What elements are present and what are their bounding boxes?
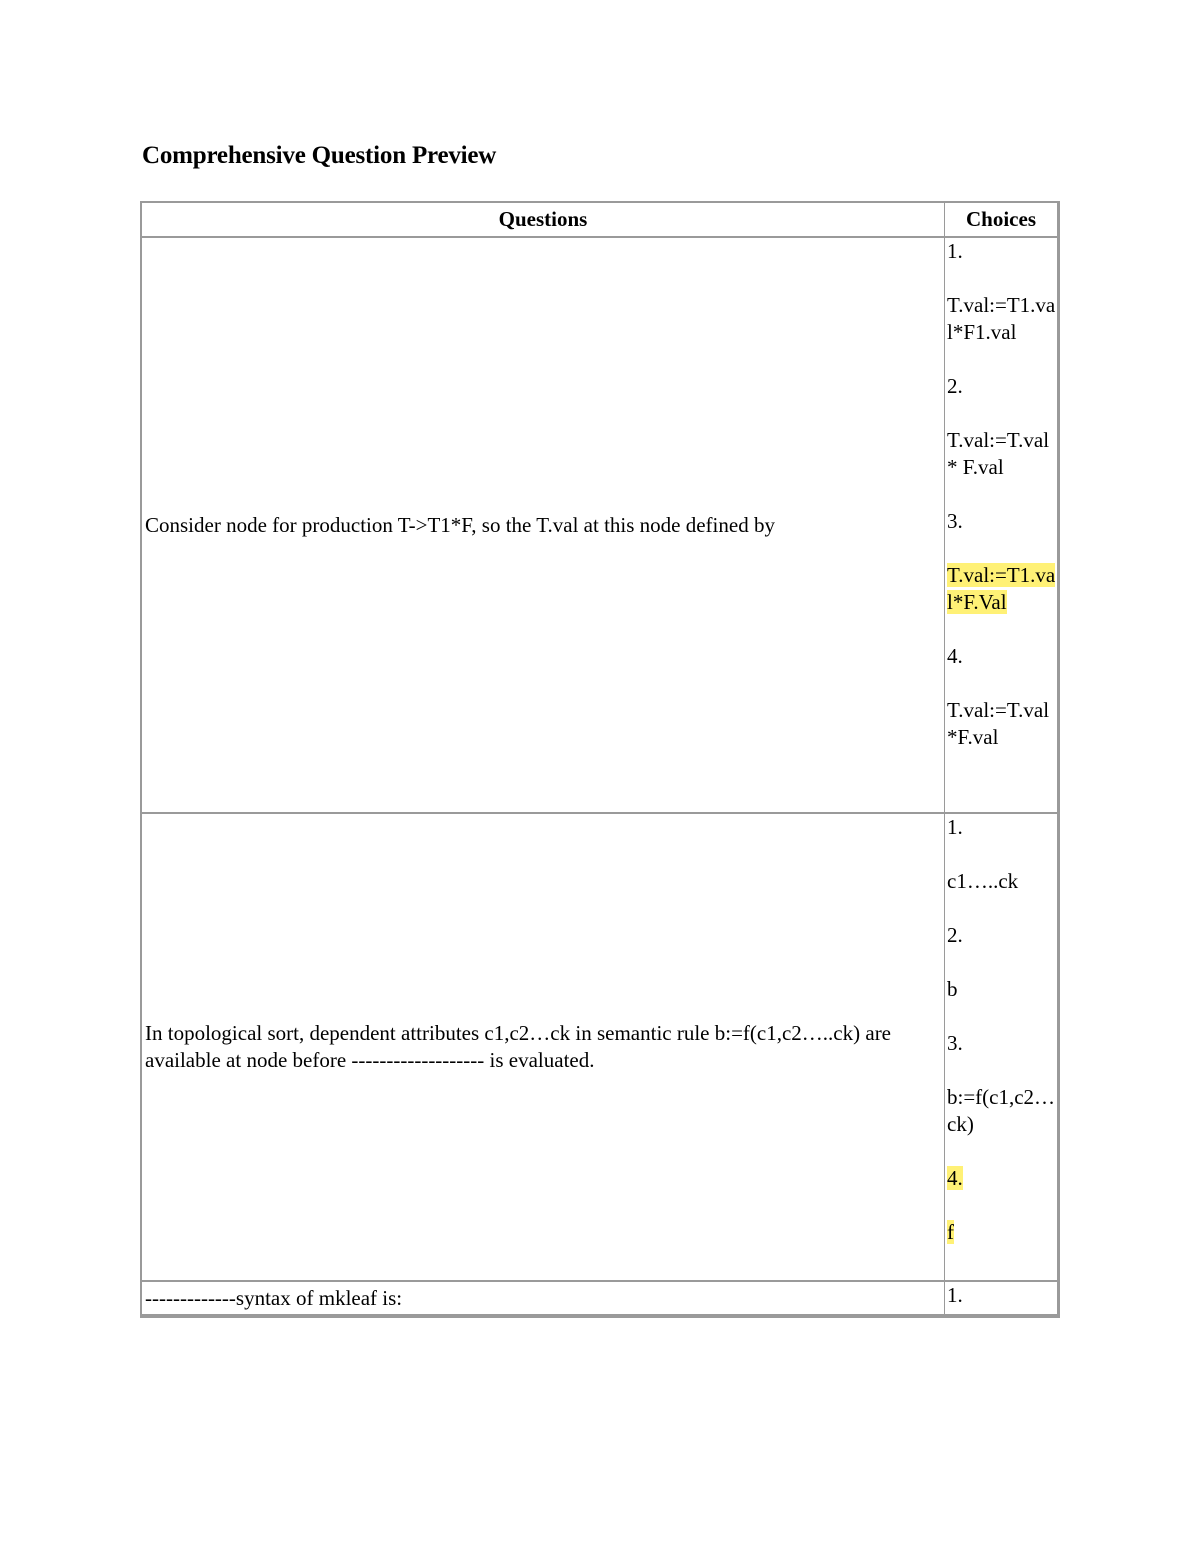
choices-cell: [945, 814, 1057, 1282]
choice-number: 4.: [947, 1166, 963, 1190]
choice-item: [947, 238, 1057, 346]
choice-item: [947, 922, 1057, 1003]
choice-number: 2.: [947, 374, 963, 398]
choice-text: T.val:=T.val* F.val: [947, 428, 1050, 479]
choice-number: 1.: [947, 1283, 963, 1307]
correct-answer-highlight: f: [947, 1220, 954, 1244]
choice-text: b: [947, 977, 958, 1001]
choice-item: [947, 814, 1057, 895]
question-text: Consider node for production T->T1*F, so the T.val at this node defined by: [142, 238, 945, 814]
choice-item: [947, 373, 1057, 481]
table-row: [142, 1282, 1057, 1314]
choices-cell: [945, 238, 1057, 814]
choices-cell: [945, 1282, 1057, 1314]
choice-item: [947, 1282, 1057, 1309]
choice-number: 3.: [947, 1031, 963, 1055]
questions-column-header: Questions: [142, 203, 945, 238]
question-text: -------------syntax of mkleaf is:: [142, 1282, 945, 1314]
table-row: [142, 238, 1057, 814]
choice-text: b:=f(c1,c2…ck): [947, 1085, 1056, 1136]
choice-number: 4.: [947, 644, 963, 668]
table-row: [142, 814, 1057, 1282]
choice-item: [947, 1030, 1057, 1138]
choice-text: T.val:=T.val*F.val: [947, 698, 1050, 749]
choice-number: 2.: [947, 923, 963, 947]
correct-answer-highlight: T.val:=T1.val*F.Val: [947, 563, 1056, 614]
choice-item-correct: [947, 1165, 1057, 1246]
choice-number: 3.: [947, 509, 963, 533]
page-title: Comprehensive Question Preview: [142, 142, 497, 169]
choice-number: 1.: [947, 239, 963, 263]
choice-number: 1.: [947, 815, 963, 839]
choice-text: T.val:=T1.val*F1.val: [947, 293, 1056, 344]
choices-column-header: Choices: [945, 203, 1057, 238]
choice-item: [947, 508, 1057, 616]
choice-text: c1…..ck: [947, 869, 1019, 893]
table-header-row: [142, 203, 1057, 238]
question-text: In topological sort, dependent attributes c1,c2…ck in semantic rule b:=f(c1,c2…..ck) are available at node before ------------------- is evaluated.: [142, 814, 945, 1282]
choice-item: [947, 643, 1057, 751]
question-table: [140, 201, 1060, 1318]
